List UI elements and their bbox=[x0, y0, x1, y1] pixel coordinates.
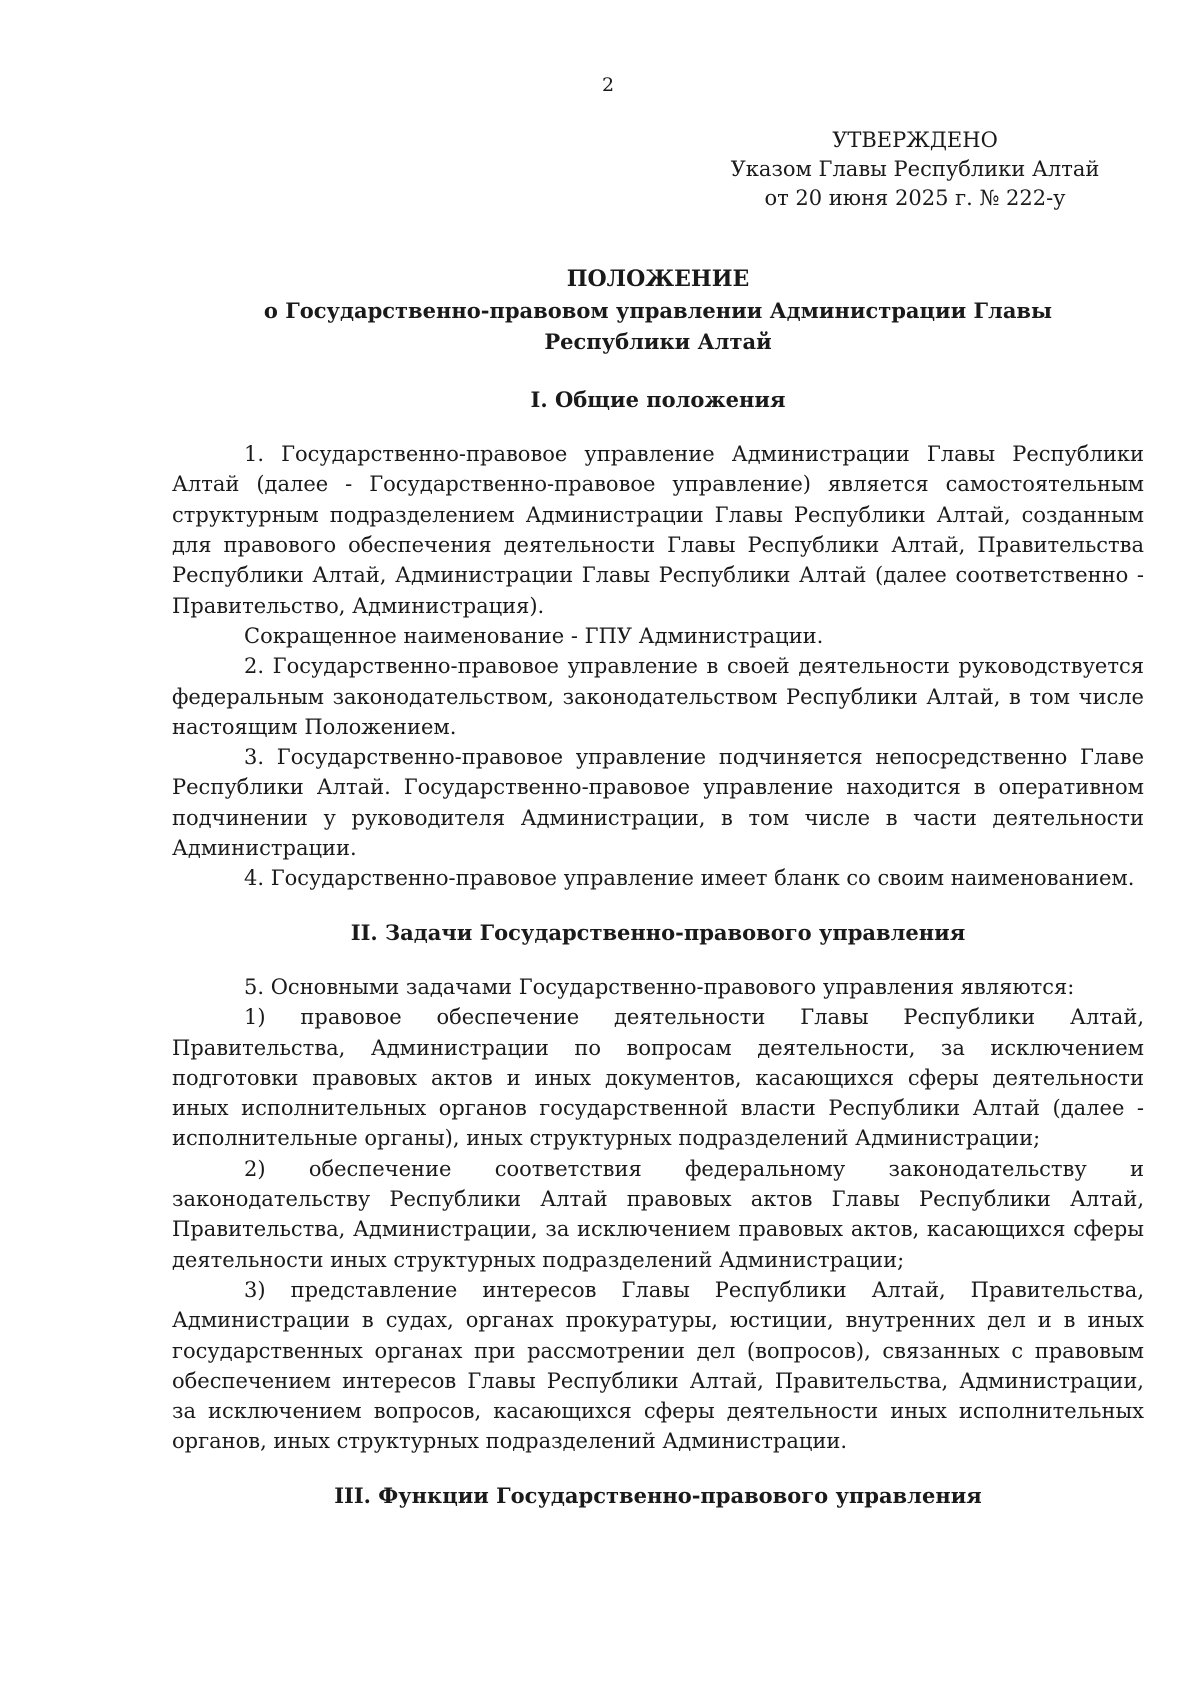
page-number: 2 bbox=[601, 74, 615, 96]
paragraph-2: 2. Государственно-правовое управление в своей деятельности руководствуется федеральным законодательством, законодательством Республики Алтай, в том числе настоящим Положением. bbox=[172, 654, 1144, 739]
paragraph-5-item-1: 1) правовое обеспечение деятельности Главы Республики Алтай, Правительства, Администрации по вопросам деятельности, за исключением подготовки правовых актов и иных документов, касающихся сферы деятельности иных исполнительных органов государственной власти Республики Алтай (далее - исполнительные органы), иных структурных подразделений Администрации; bbox=[172, 1005, 1144, 1151]
approval-line-3: от 20 июня 2025 г. № 222-у bbox=[764, 186, 1066, 210]
section-3-heading: III. Функции Государственно-правового управления bbox=[334, 1482, 982, 1508]
title-sub-line-1: о Государственно-правовом управлении Администрации Главы bbox=[263, 298, 1053, 324]
document-body bbox=[172, 264, 1144, 1511]
document-title bbox=[172, 264, 1144, 357]
paragraph-3: 3. Государственно-правовое управление подчиняется непосредственно Главе Республики Алтай. Государственно-правовое управление находится в оперативном подчинении у руководителя Администрации, в том числе в части деятельности Администрации. bbox=[172, 745, 1144, 861]
paragraph-short-name: Сокращенное наименование - ГПУ Администрации. bbox=[244, 623, 824, 648]
approval-line-2: Указом Главы Республики Алтай bbox=[730, 157, 1100, 181]
approval-line-1: УТВЕРЖДЕНО bbox=[832, 128, 998, 152]
title-main: ПОЛОЖЕНИЕ bbox=[566, 266, 750, 292]
section-2-heading: II. Задачи Государственно-правового управления bbox=[350, 919, 966, 945]
paragraph-1: 1. Государственно-правовое управление Администрации Главы Республики Алтай (далее - Государственно-правовое управление) является самостоятельным структурным подразделением Администрации Главы Республики Алтай, созданным для правового обеспечения деятельности Главы Республики Алтай, Правительства Республики Алтай, Администрации Главы Республики Алтай (далее соответственно - Правительство, Администрация). bbox=[172, 442, 1144, 618]
paragraph-5-item-2: 2) обеспечение соответствия федеральному законодательству и законодательству Республики Алтай правовых актов Главы Республики Алтай, Правительства, Администрации, за исключением правовых актов, касающихся сферы деятельности иных структурных подразделений Администрации; bbox=[172, 1156, 1144, 1272]
paragraph-5: 5. Основными задачами Государственно-правового управления являются: bbox=[244, 974, 1075, 999]
approval-stamp bbox=[720, 126, 1110, 213]
paragraph-4: 4. Государственно-правовое управление имеет бланк со своим наименованием. bbox=[244, 866, 1135, 891]
title-sub-line-2: Республики Алтай bbox=[544, 328, 772, 354]
section-1-heading: I. Общие положения bbox=[530, 386, 786, 412]
paragraph-5-item-3: 3) представление интересов Главы Республики Алтай, Правительства, Администрации в судах, органах прокуратуры, юстиции, внутренних дел и в иных государственных органах при рассмотрении дел (вопросов), связанных с правовым обеспечением интересов Главы Республики Алтай, Правительства, Администрации, за исключением вопросов, касающихся сферы деятельности иных исполнительных органов, иных структурных подразделений Администрации. bbox=[172, 1277, 1144, 1454]
